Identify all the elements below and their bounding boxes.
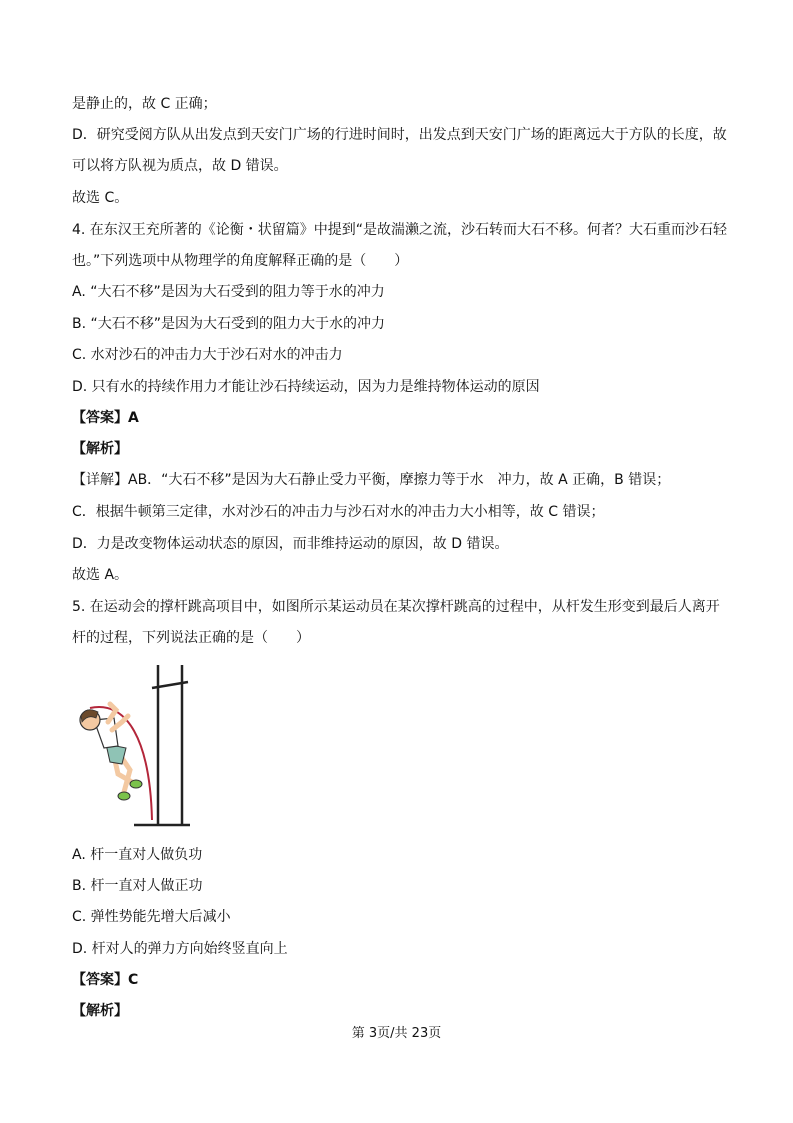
detail-line: D．力是改变物体运动状态的原因，而非维持运动的原因，故 D 错误。 (72, 536, 509, 552)
conclusion-line: 故选 A。 (72, 567, 129, 583)
question-4-option-b: B. “大石不移”是因为大石受到的阻力大于水的冲力 (72, 316, 386, 332)
question-4-stem: 4. 在东汉王充所著的《论衡・状留篇》中提到“是故湍濑之流，沙石转而大石不移。何者？大石重而沙石轻 (72, 222, 728, 238)
question-5-stem: 杆的过程，下列说法正确的是（ ） (72, 630, 310, 646)
question-5-option-a: A. 杆一直对人做负功 (72, 847, 203, 863)
question-5-option-c: C. 弹性势能先增大后减小 (72, 909, 231, 925)
question-5-option-d: D. 杆对人的弹力方向始终竖直向上 (72, 941, 288, 957)
answer-label: 【答案】A (72, 410, 139, 426)
page-footer: 第 3页/共 23页 (351, 1026, 442, 1041)
question-5-stem: 5. 在运动会的撑杆跳高项目中，如图所示某运动员在某次撑杆跳高的过程中，从杆发生形变到最后人离开 (72, 599, 720, 615)
pole-vault-athlete-icon (72, 660, 212, 830)
text-line: 可以将方队视为质点，故 D 错误。 (72, 158, 288, 174)
detail-line: 【详解】AB．“大石不移”是因为大石静止受力平衡，摩擦力等于水 冲力，故 A 正确，B 错误； (72, 472, 671, 488)
text-line: 是静止的，故 C 正确； (72, 96, 217, 112)
question-4-option-c: C. 水对沙石的冲击力大于沙石对水的冲击力 (72, 347, 343, 363)
question-4-option-d: D. 只有水的持续作用力才能让沙石持续运动，因为力是维持物体运动的原因 (72, 379, 540, 395)
text-line: D．研究受阅方队从出发点到天安门广场的行进时间时，出发点到天安门广场的距离远大于方队的长度，故 (72, 127, 727, 143)
detail-line: C．根据牛顿第三定律，水对沙石的冲击力与沙石对水的冲击力大小相等，故 C 错误； (72, 504, 605, 520)
question-4-option-a: A. “大石不移”是因为大石受到的阻力等于水的冲力 (72, 284, 385, 300)
text-line: 故选 C。 (72, 190, 129, 206)
analysis-label: 【解析】 (72, 1003, 128, 1019)
question-4-stem: 也。”下列选项中从物理学的角度解释正确的是（ ） (72, 253, 409, 269)
answer-label: 【答案】C (72, 972, 139, 988)
analysis-label: 【解析】 (72, 441, 128, 457)
question-5-option-b: B. 杆一直对人做正功 (72, 878, 203, 894)
